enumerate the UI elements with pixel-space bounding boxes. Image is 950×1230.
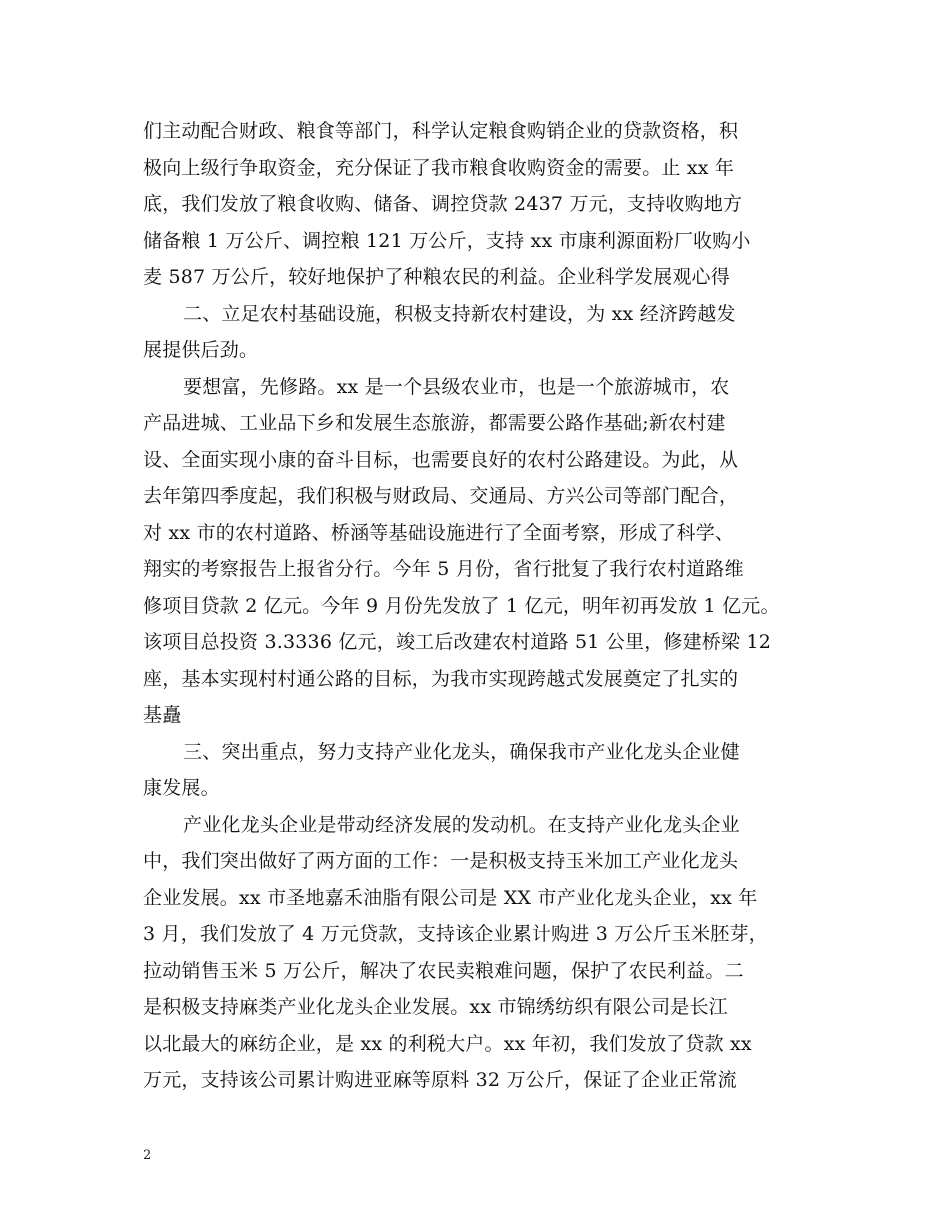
text-line: 们主动配合财政、粮食等部门，科学认定粮食购销企业的贷款资格，积 [143,120,739,142]
text-line: 企业发展。xx 市圣地嘉禾油脂有限公司是 XX 市产业化龙头企业，xx 年 [143,886,758,909]
section-heading-2: 二、立足农村基础设施，积极支持新农村建设，为 xx 经济跨越发 [183,302,736,325]
text-line: 修项目贷款 2 亿元。今年 9 月份先发放了 1 亿元，明年初再发放 1 亿元。 [143,594,780,617]
text-line: 万元，支持该公司累计购进亚麻等原料 32 万公斤，保证了企业正常流 [143,1069,737,1091]
section-heading-3-cont: 康发展。 [143,777,220,799]
text-line: 基矗 [143,704,182,726]
text-line: 翔实的考察报告上报省分行。今年 5 月份，省行批复了我行农村道路维 [143,558,744,580]
text-line: 设、全面实现小康的奋斗目标，也需要良好的农村公路建设。为此，从 [143,448,739,471]
text-line: 3 月，我们发放了 4 万元贷款，支持该企业累计购进 3 万公斤玉米胚芽， [143,923,768,945]
paragraph-start: 产业化龙头企业是带动经济发展的发动机。在支持产业化龙头企业 [183,813,740,836]
text-line: 极向上级行争取资金，充分保证了我市粮食收购资金的需要。止 xx 年 [143,156,735,179]
text-line: 储备粮 1 万公斤、调控粮 121 万公斤，支持 xx 市康利源面粉厂收购小 [143,229,751,252]
text-line: 是积极支持麻类产业化龙头企业发展。xx 市锦绣纺织有限公司是长江 [143,996,728,1018]
section-heading-3: 三、突出重点，努力支持产业化龙头，确保我市产业化龙头企业健 [183,740,740,763]
paragraph-start: 要想富，先修路。xx 是一个县级农业市，也是一个旅游城市，农 [183,375,730,398]
section-heading-2-cont: 展提供后劲。 [143,339,259,361]
page-number: 2 [143,1148,152,1163]
text-line: 以北最大的麻纺企业，是 xx 的利税大户。xx 年初，我们发放了贷款 xx [143,1032,752,1055]
text-line: 拉动销售玉米 5 万公斤，解决了农民卖粮难问题，保护了农民利益。二 [143,959,744,982]
text-line: 产品进城、工业品下乡和发展生态旅游，都需要公路作基础;新农村建 [143,412,726,434]
text-line: 底，我们发放了粮食收购、储备、调控贷款 2437 万元，支持收购地方 [143,193,743,215]
text-line: 中，我们突出做好了两方面的工作：一是积极支持玉米加工产业化龙头 [143,850,739,872]
text-line: 对 xx 市的农村道路、桥涵等基础设施进行了全面考察，形成了科学、 [143,521,735,544]
body-text [143,113,815,1099]
text-line: 座，基本实现村村通公路的目标，为我市实现跨越式发展奠定了扎实的 [143,667,739,690]
text-line: 麦 587 万公斤，较好地保护了种粮农民的利益。企业科学发展观心得 [143,266,730,288]
text-line: 去年第四季度起，我们积极与财政局、交通局、方兴公司等部门配合， [143,485,739,507]
text-line: 该项目总投资 3.3336 亿元，竣工后改建农村道路 51 公里，修建桥梁 12 [143,631,772,653]
